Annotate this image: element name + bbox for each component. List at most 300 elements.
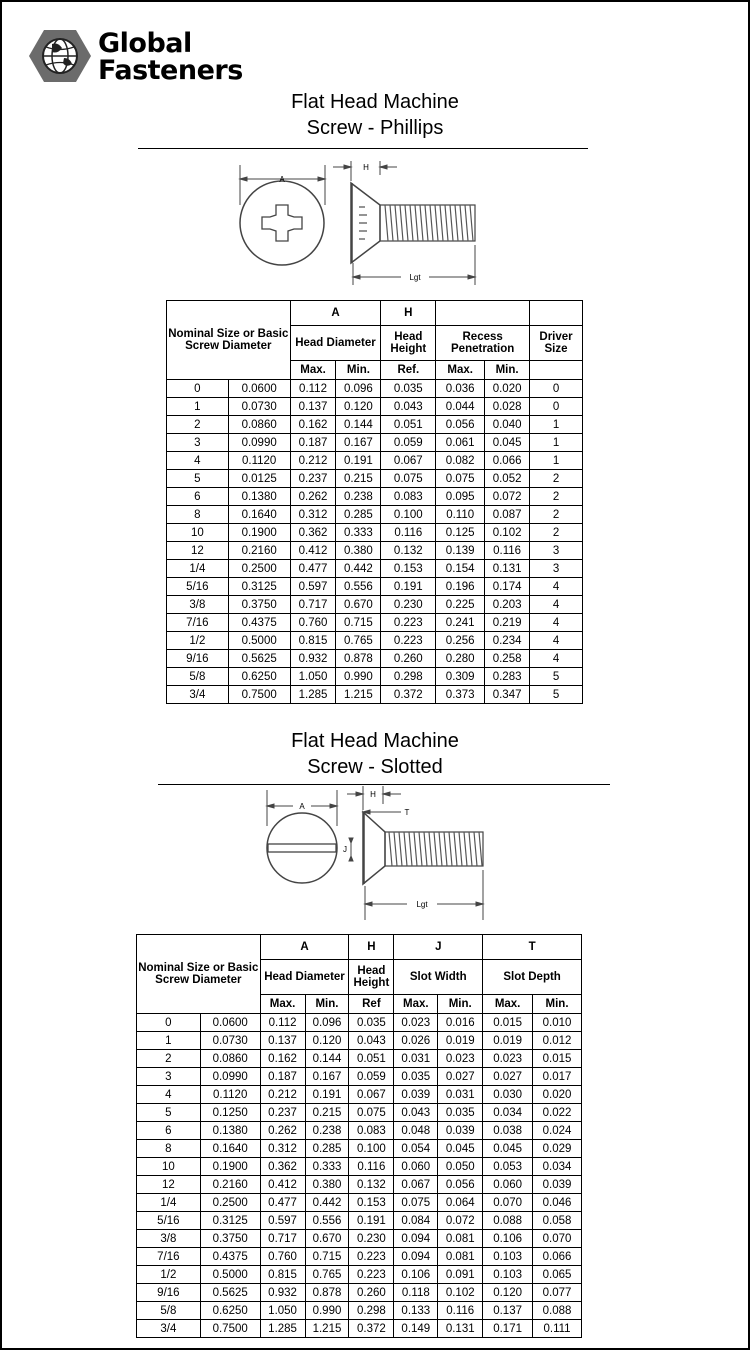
table-cell: 1.285 (260, 1320, 305, 1338)
table-cell: 0.765 (305, 1266, 349, 1284)
max-subheader: Max. (436, 361, 485, 380)
table-row (167, 470, 583, 488)
table-cell: 0.075 (349, 1104, 394, 1122)
table-cell: 1 (137, 1032, 201, 1050)
table-cell: 1.215 (305, 1320, 349, 1338)
table-cell: 0.015 (483, 1014, 533, 1032)
table-cell: 0 (137, 1014, 201, 1032)
table-row (167, 686, 583, 704)
table-cell: 0.4375 (200, 1248, 260, 1266)
table-cell: 5/16 (167, 578, 229, 596)
table-cell: 0.070 (533, 1230, 582, 1248)
table-cell: 0.223 (381, 614, 436, 632)
table-cell: 0.556 (336, 578, 381, 596)
table-row (137, 1176, 582, 1194)
table-cell: 0.285 (336, 506, 381, 524)
table-cell: 0.067 (394, 1176, 438, 1194)
table-cell: 0.1900 (228, 524, 290, 542)
table-cell: 4 (530, 596, 583, 614)
table-cell: 0.760 (260, 1248, 305, 1266)
table-cell: 0.2160 (200, 1176, 260, 1194)
table-cell: 0.066 (533, 1248, 582, 1266)
table-cell: 0.036 (436, 380, 485, 398)
table-cell: 0 (530, 380, 583, 398)
min-subheader: Min. (485, 361, 530, 380)
table-cell: 0.223 (349, 1248, 394, 1266)
table-cell: 0.212 (290, 452, 336, 470)
table-cell: 0.0860 (200, 1050, 260, 1068)
table-cell: 0 (167, 380, 229, 398)
table-cell: 0.023 (483, 1050, 533, 1068)
table-cell: 0.262 (260, 1122, 305, 1140)
table-cell: 0.048 (394, 1122, 438, 1140)
table-cell: 0.118 (394, 1284, 438, 1302)
table-cell: 0.060 (483, 1176, 533, 1194)
table-cell: 7/16 (137, 1248, 201, 1266)
table-cell: 0.477 (290, 560, 336, 578)
table-cell: 0.133 (394, 1302, 438, 1320)
table-row (137, 1014, 582, 1032)
table-cell: 0.3125 (200, 1212, 260, 1230)
table-cell: 0.116 (438, 1302, 483, 1320)
table-cell: 0.990 (305, 1302, 349, 1320)
table-cell: 0.094 (394, 1230, 438, 1248)
global-fasteners-logo (28, 28, 258, 88)
table-cell: 0.3750 (200, 1230, 260, 1248)
dimension-t-label: T (404, 808, 410, 817)
table-cell: 0.990 (336, 668, 381, 686)
table-cell: 0.285 (305, 1140, 349, 1158)
table-cell: 0.932 (290, 650, 336, 668)
table-cell: 0.212 (260, 1086, 305, 1104)
table-row (167, 398, 583, 416)
table-cell: 0.016 (438, 1014, 483, 1032)
table-row (137, 1086, 582, 1104)
table-cell: 0.0860 (228, 416, 290, 434)
table-cell: 2 (137, 1050, 201, 1068)
table-row (167, 650, 583, 668)
table-cell: 0.091 (438, 1266, 483, 1284)
table-cell: 0.081 (438, 1248, 483, 1266)
max-subheader: Max. (394, 995, 438, 1014)
table-cell: 0.137 (483, 1302, 533, 1320)
dimension-lgt-label: Lgt (409, 273, 421, 282)
table-cell: 0.137 (290, 398, 336, 416)
recess-penetration-header: Recess Penetration (436, 326, 530, 361)
table-cell: 0.5000 (228, 632, 290, 650)
table-cell: 0.717 (290, 596, 336, 614)
table-cell: 10 (137, 1158, 201, 1176)
table-cell: 0.3125 (228, 578, 290, 596)
table-cell: 0.031 (438, 1086, 483, 1104)
table-cell: 0.131 (485, 560, 530, 578)
table-cell: 0.283 (485, 668, 530, 686)
table-cell: 0.373 (436, 686, 485, 704)
driver-size-header: Driver Size (530, 326, 583, 361)
table-cell: 0.760 (290, 614, 336, 632)
table-cell: 0.022 (533, 1104, 582, 1122)
table-cell: 0.035 (349, 1014, 394, 1032)
table-row (167, 416, 583, 434)
table-cell: 3 (137, 1068, 201, 1086)
table-cell: 0.237 (260, 1104, 305, 1122)
table-cell: 0.162 (290, 416, 336, 434)
head-height-header: Head Height (349, 960, 394, 995)
table-cell: 0.191 (305, 1086, 349, 1104)
table-cell: 1 (530, 434, 583, 452)
table-row (137, 1230, 582, 1248)
table-cell: 0.030 (483, 1086, 533, 1104)
table-cell: 0.298 (381, 668, 436, 686)
table-cell: 0.1380 (200, 1122, 260, 1140)
table-cell: 0.597 (260, 1212, 305, 1230)
table-cell: 0.260 (381, 650, 436, 668)
max-subheader: Max. (290, 361, 336, 380)
dimension-lgt-label: Lgt (416, 900, 428, 909)
phillips-spec-table (166, 300, 583, 704)
ref-subheader: Ref. (381, 361, 436, 380)
table-cell: 0.106 (483, 1230, 533, 1248)
table-cell: 12 (167, 542, 229, 560)
brand-line-2: Fasteners (98, 55, 243, 86)
table-cell: 0.333 (336, 524, 381, 542)
table-cell: 0.015 (533, 1050, 582, 1068)
table-row (137, 1194, 582, 1212)
table-cell: 0.4375 (228, 614, 290, 632)
table-cell: 2 (530, 470, 583, 488)
table-cell: 0.082 (436, 452, 485, 470)
table-cell: 0.064 (438, 1194, 483, 1212)
table-cell: 0.260 (349, 1284, 394, 1302)
min-subheader: Min. (305, 995, 349, 1014)
table-cell: 0.020 (485, 380, 530, 398)
table-cell: 0.059 (381, 434, 436, 452)
table-cell: 0.077 (533, 1284, 582, 1302)
table-cell: 0.5625 (228, 650, 290, 668)
phillips-title-line-1: Flat Head Machine (291, 91, 459, 113)
table-cell: 0.0730 (228, 398, 290, 416)
table-row (137, 1248, 582, 1266)
table-cell: 9/16 (137, 1284, 201, 1302)
table-cell: 0.234 (485, 632, 530, 650)
table-cell: 0.103 (483, 1248, 533, 1266)
table-cell: 0.066 (485, 452, 530, 470)
table-cell: 0.111 (533, 1320, 582, 1338)
table-cell: 0.196 (436, 578, 485, 596)
table-cell: 1.050 (290, 668, 336, 686)
table-cell: 0.059 (349, 1068, 394, 1086)
table-cell: 0.034 (533, 1158, 582, 1176)
table-row (137, 1212, 582, 1230)
table-cell: 0.442 (305, 1194, 349, 1212)
table-cell: 0.280 (436, 650, 485, 668)
table-cell: 0.024 (533, 1122, 582, 1140)
table-cell: 0.309 (436, 668, 485, 686)
table-cell: 0.029 (533, 1140, 582, 1158)
a-header: A (260, 935, 349, 960)
dimension-a-label: A (279, 175, 285, 184)
table-cell: 0.6250 (228, 668, 290, 686)
table-cell: 0.116 (485, 542, 530, 560)
table-cell: 0.035 (381, 380, 436, 398)
table-cell: 0.058 (533, 1212, 582, 1230)
table-cell: 2 (530, 506, 583, 524)
table-row (137, 1050, 582, 1068)
table-cell: 0.070 (483, 1194, 533, 1212)
table-row (167, 488, 583, 506)
dimension-j-label: J (343, 845, 347, 854)
table-cell: 0.167 (305, 1068, 349, 1086)
table-cell: 1/2 (167, 632, 229, 650)
table-cell: 0.084 (394, 1212, 438, 1230)
table-row (137, 1104, 582, 1122)
table-cell: 0.191 (381, 578, 436, 596)
table-cell: 0.191 (336, 452, 381, 470)
table-cell: 5/8 (167, 668, 229, 686)
table-cell: 0.153 (349, 1194, 394, 1212)
table-cell: 0.054 (394, 1140, 438, 1158)
table-cell: 0.100 (349, 1140, 394, 1158)
dimension-a-label: A (299, 802, 305, 811)
table-cell: 0.023 (438, 1050, 483, 1068)
table-cell: 1.215 (336, 686, 381, 704)
table-cell: 0.046 (533, 1194, 582, 1212)
table-row (137, 1266, 582, 1284)
table-row (137, 1068, 582, 1086)
table-cell: 0.2500 (200, 1194, 260, 1212)
table-cell: 0.026 (394, 1032, 438, 1050)
table-cell: 0.075 (394, 1194, 438, 1212)
table-row (137, 1158, 582, 1176)
table-cell: 0.380 (305, 1176, 349, 1194)
table-cell: 8 (167, 506, 229, 524)
table-cell: 0.106 (394, 1266, 438, 1284)
table-cell: 0.167 (336, 434, 381, 452)
table-cell: 0.087 (485, 506, 530, 524)
table-cell: 0.144 (336, 416, 381, 434)
table-cell: 0.067 (381, 452, 436, 470)
table-row (167, 596, 583, 614)
table-row (137, 1320, 582, 1338)
table-cell: 6 (137, 1122, 201, 1140)
table-cell: 0.171 (483, 1320, 533, 1338)
phillips-title-line-2: Screw - Phillips (306, 117, 444, 139)
table-cell: 0.815 (290, 632, 336, 650)
table-cell: 0.225 (436, 596, 485, 614)
table-cell: 4 (530, 614, 583, 632)
table-cell: 0.312 (260, 1140, 305, 1158)
dimension-h-label: H (370, 790, 376, 799)
table-cell: 5 (530, 668, 583, 686)
slotted-screw-drawing (255, 786, 495, 926)
table-row (167, 452, 583, 470)
table-row (167, 434, 583, 452)
dimension-h-label: H (363, 163, 369, 172)
phillips-title-rule (138, 148, 588, 149)
table-cell: 0.556 (305, 1212, 349, 1230)
table-cell: 0.044 (436, 398, 485, 416)
table-cell: 0.412 (290, 542, 336, 560)
table-cell: 0.0730 (200, 1032, 260, 1050)
table-cell: 0.815 (260, 1266, 305, 1284)
table-cell: 0.6250 (200, 1302, 260, 1320)
table-cell: 0.072 (438, 1212, 483, 1230)
brand-line-1: Global (98, 28, 192, 59)
slot-width-header: Slot Width (394, 960, 483, 995)
table-cell: 0.932 (260, 1284, 305, 1302)
min-subheader: Min. (336, 361, 381, 380)
table-cell: 0.038 (483, 1122, 533, 1140)
table-cell: 0.045 (483, 1140, 533, 1158)
table-cell: 0.040 (485, 416, 530, 434)
table-cell: 0.191 (349, 1212, 394, 1230)
table-cell: 0.034 (483, 1104, 533, 1122)
table-cell: 0.1120 (228, 452, 290, 470)
h-header: H (381, 301, 436, 326)
table-cell: 0.312 (290, 506, 336, 524)
table-cell: 0.050 (438, 1158, 483, 1176)
table-cell: 0.238 (305, 1122, 349, 1140)
table-cell: 12 (137, 1176, 201, 1194)
table-cell: 3 (530, 560, 583, 578)
table-cell: 0.125 (436, 524, 485, 542)
table-cell: 0.043 (394, 1104, 438, 1122)
table-cell: 0.096 (336, 380, 381, 398)
table-cell: 0 (530, 398, 583, 416)
table-row (167, 632, 583, 650)
table-cell: 0.258 (485, 650, 530, 668)
table-cell: 3/4 (167, 686, 229, 704)
table-row (137, 1032, 582, 1050)
table-cell: 0.067 (349, 1086, 394, 1104)
table-cell: 1 (530, 416, 583, 434)
table-row (137, 1284, 582, 1302)
table-cell: 0.139 (436, 542, 485, 560)
min-subheader: Min. (533, 995, 582, 1014)
table-cell: 3 (530, 542, 583, 560)
table-cell: 0.238 (336, 488, 381, 506)
table-cell: 0.019 (483, 1032, 533, 1050)
table-cell: 2 (167, 416, 229, 434)
table-cell: 0.023 (394, 1014, 438, 1032)
slotted-table-body (137, 1014, 582, 1338)
table-row (137, 1140, 582, 1158)
table-cell: 5/8 (137, 1302, 201, 1320)
max-subheader: Max. (260, 995, 305, 1014)
table-cell: 0.477 (260, 1194, 305, 1212)
table-cell: 0.174 (485, 578, 530, 596)
table-cell: 0.372 (349, 1320, 394, 1338)
table-cell: 5/16 (137, 1212, 201, 1230)
blank-subheader (530, 361, 583, 380)
table-cell: 0.045 (485, 434, 530, 452)
table-cell: 0.035 (394, 1068, 438, 1086)
table-cell: 0.230 (349, 1230, 394, 1248)
table-row (167, 614, 583, 632)
table-cell: 4 (530, 578, 583, 596)
table-cell: 0.103 (483, 1266, 533, 1284)
a-header: A (290, 301, 381, 326)
table-cell: 0.7500 (200, 1320, 260, 1338)
table-cell: 0.347 (485, 686, 530, 704)
slotted-title-rule (158, 784, 610, 785)
table-cell: 0.039 (394, 1086, 438, 1104)
table-cell: 0.153 (381, 560, 436, 578)
table-cell: 0.597 (290, 578, 336, 596)
table-cell: 0.120 (305, 1032, 349, 1050)
hex-globe-icon (28, 28, 92, 84)
table-cell: 0.088 (483, 1212, 533, 1230)
table-row (167, 542, 583, 560)
table-cell: 4 (137, 1086, 201, 1104)
table-cell: 0.120 (483, 1284, 533, 1302)
head-diameter-header: Head Diameter (260, 960, 349, 995)
table-cell: 0.154 (436, 560, 485, 578)
table-cell: 0.1250 (200, 1104, 260, 1122)
table-cell: 0.5000 (200, 1266, 260, 1284)
table-row (167, 524, 583, 542)
table-cell: 0.116 (349, 1158, 394, 1176)
table-cell: 0.187 (290, 434, 336, 452)
table-cell: 0.223 (381, 632, 436, 650)
head-diameter-header: Head Diameter (290, 326, 381, 361)
table-cell: 4 (167, 452, 229, 470)
table-cell: 1 (530, 452, 583, 470)
table-cell: 0.0990 (200, 1068, 260, 1086)
table-cell: 0.120 (336, 398, 381, 416)
table-cell: 2 (530, 524, 583, 542)
table-cell: 0.878 (336, 650, 381, 668)
table-cell: 0.110 (436, 506, 485, 524)
table-cell: 0.017 (533, 1068, 582, 1086)
table-cell: 0.094 (394, 1248, 438, 1266)
table-cell: 0.051 (381, 416, 436, 434)
table-cell: 0.2500 (228, 560, 290, 578)
table-cell: 0.056 (438, 1176, 483, 1194)
table-cell: 5 (137, 1104, 201, 1122)
table-cell: 0.045 (438, 1140, 483, 1158)
table-cell: 0.256 (436, 632, 485, 650)
table-row (167, 668, 583, 686)
table-cell: 0.237 (290, 470, 336, 488)
table-cell: 3 (167, 434, 229, 452)
slotted-spec-table (136, 934, 582, 1338)
table-cell: 0.081 (438, 1230, 483, 1248)
table-row (137, 1122, 582, 1140)
table-cell: 3/4 (137, 1320, 201, 1338)
table-cell: 5 (167, 470, 229, 488)
table-cell: 0.241 (436, 614, 485, 632)
table-cell: 0.075 (436, 470, 485, 488)
table-cell: 0.219 (485, 614, 530, 632)
table-cell: 0.0125 (228, 470, 290, 488)
table-cell: 0.019 (438, 1032, 483, 1050)
table-cell: 0.878 (305, 1284, 349, 1302)
table-cell: 0.362 (290, 524, 336, 542)
table-cell: 0.1120 (200, 1086, 260, 1104)
table-cell: 0.112 (290, 380, 336, 398)
j-header: J (394, 935, 483, 960)
table-cell: 0.765 (336, 632, 381, 650)
table-cell: 0.144 (305, 1050, 349, 1068)
table-cell: 0.035 (438, 1104, 483, 1122)
table-cell: 0.072 (485, 488, 530, 506)
table-cell: 0.116 (381, 524, 436, 542)
table-cell: 0.1380 (228, 488, 290, 506)
table-cell: 0.028 (485, 398, 530, 416)
table-row (167, 380, 583, 398)
table-cell: 1.285 (290, 686, 336, 704)
